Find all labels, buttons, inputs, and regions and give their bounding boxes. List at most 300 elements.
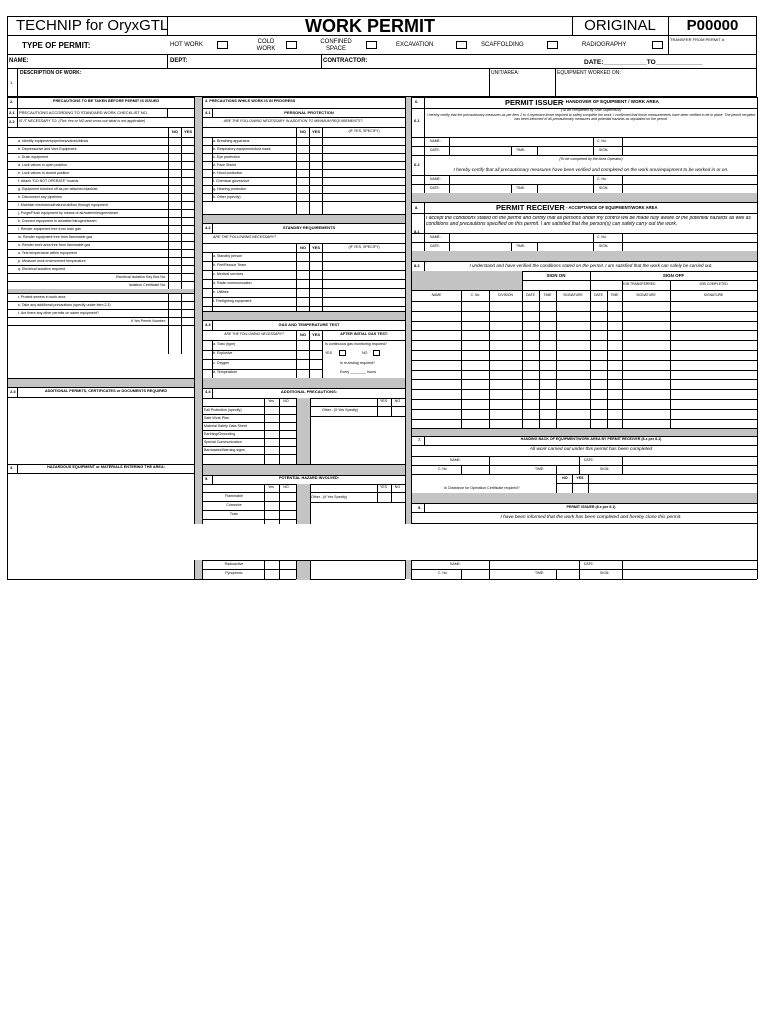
rule [264,560,265,579]
permit-type-label: TYPE OF PERMIT: [22,41,91,50]
operator-certification-text: I hereby certify that all precautionary measures have been verified and completed on the work area/equipment to be worked in or on. [453,167,729,172]
sign-off-header: SIGN OFF [662,273,685,278]
rule [412,242,757,243]
rule [511,184,512,193]
protection-item: a. Breathing apparatus [213,138,250,143]
rule [309,330,310,378]
section-9-number: 9. [418,505,422,510]
rule [8,209,194,210]
rule [203,446,296,447]
rule [203,145,405,146]
operator-cno-label: C. No: [597,177,607,181]
rule [8,153,194,154]
rule [8,325,194,326]
rule [537,184,538,193]
rule [556,465,557,474]
rule [461,465,462,474]
issuer-sign-label: SIGN: [599,148,609,152]
rule [489,560,490,579]
rule [579,456,580,474]
rule [449,233,450,251]
hazard-title: POTENTIAL HAZARD INVOLVED: [279,476,339,480]
gas-item: b. Explosive [213,351,233,355]
rule [8,317,194,318]
rule [412,175,757,176]
yes-column-header: Yes [268,485,274,489]
rule [8,193,194,194]
shaded-band [412,493,757,503]
permit-number: P00000 [686,17,739,34]
rule [17,387,18,397]
permit-type-checkbox[interactable] [547,41,558,49]
rule [212,252,213,311]
rule [412,330,757,331]
rule [8,293,194,294]
rule [412,523,757,524]
no-column-header: NO [172,129,178,134]
rule [203,569,296,570]
closing-time-label: TIME: [535,571,545,575]
shaded-band [412,193,757,202]
standby-item: d. Radio communication [213,280,252,285]
permit-type-option: RADIOGRAPHY [582,42,627,48]
rule [203,201,405,202]
protection-item: b. Respiratory equipment/dust mask [213,146,271,151]
continuous-monitoring-question: Is continuous gas monitoring required? [325,342,387,346]
rule [8,233,194,234]
section-5-number: 5. [205,476,209,481]
permit-type-checkbox[interactable] [366,41,377,49]
hazard-item: Corrosive [226,502,242,507]
rule [203,233,405,234]
no-label: NO [362,351,368,355]
closing-issuer-title: PERMIT ISSUER (8.x per 9.1) [566,505,616,509]
rule [8,225,194,226]
precaution-item: Safe Work Plan [204,415,229,420]
rule [424,436,425,445]
permit-type-option: WORK [256,46,276,52]
rule [588,474,589,493]
precaution-item: Earthing/Grounding [204,431,236,436]
rule [412,445,757,446]
sign-on-header: SIGN ON [546,273,566,278]
rule [424,202,425,251]
rule [203,193,405,194]
receiver-time-label: TIME: [516,244,526,248]
rule [8,387,194,388]
every-hours-label: Every ________ hours [340,370,377,374]
standby-item: c. Medical services [213,271,244,276]
date-label: DATE:____________TO_____________ [584,59,703,66]
shaded-band [296,398,310,464]
permit-type-checkbox[interactable] [286,41,297,49]
rule [296,484,297,524]
rule [296,560,297,579]
permit-type-checkbox[interactable] [652,41,663,49]
gas-question: ARE THE FOLLOWING NECESSARY? [224,332,284,336]
checklist-item: k. Connect equipment to air/water/nitrogen/steam [18,218,97,223]
rule [579,560,580,579]
rule [537,242,538,251]
continuous-no-checkbox[interactable] [373,350,380,356]
rule [203,243,405,244]
receiver-table-column-header: SIGNATURE [563,293,583,297]
receiver-understanding-text: I understand and have verified the conditions stated on the permit. I am satisfied that the work can safely be carried out. [469,263,713,268]
permit-type-row [7,36,757,55]
checklist-item: p. Measure work environment temperature [18,258,86,263]
rule [296,243,297,311]
personal-protection-title: PERSONAL PROTECTION [284,110,334,115]
no-column-header: NO [283,399,289,403]
permit-type-option: EXCAVATION [396,42,434,48]
row-2-2-text: IS IT NECESSARY TO: (Tick Yes or NO and cross out what is not applicable) [19,119,146,123]
section-4-3-number: 4.3 [205,322,211,327]
receiver-sign-label: SIGN: [599,244,609,248]
rule [412,202,757,203]
rule [310,398,311,464]
permit-type-checkbox[interactable] [456,41,467,49]
receiver-table-column-header: TIME [610,293,619,297]
receiver-cno-label: C. No: [597,235,607,239]
name-label: NAME: [9,58,29,64]
handback-cno-label: C. No [438,467,447,471]
rule [8,127,194,128]
rule [8,378,194,379]
rule [412,233,757,234]
rule [461,569,462,579]
rule [203,161,405,162]
standby-item: a. Standby person [213,253,243,258]
rule [391,484,392,502]
isolation-key-label: Electrical Isolation Key Box No: [116,274,166,279]
rule [556,569,557,579]
permit-type-option: HOT WORK [170,42,203,48]
rule [203,252,405,253]
gas-test-title: GAS AND TEMPERATURE TEST [278,322,340,327]
permit-issuer-title: PERMIT ISSUER [505,98,564,107]
rule [279,560,280,579]
permit-type-option: CONFINED [320,39,352,45]
rule [8,177,194,178]
rule [310,502,405,503]
rule [167,108,168,118]
no-column-header: NO [394,485,401,489]
job-transferred-header: JOB TRANSFERRED [622,282,656,286]
checklist-item: b. Depressurise and Vent Equipment [18,146,77,151]
isolation-cert-label: Isolation Certificate No: [128,282,166,287]
rule [203,414,296,415]
rule [203,340,405,341]
no-column-header: NO [300,332,306,337]
shaded-band [296,560,310,580]
rule [203,306,405,307]
yes-column-header: YES [379,485,388,489]
permit-receiver-title: PERMIT RECEIVER [496,203,565,212]
rule [203,438,296,439]
rule [203,177,405,178]
rule [622,280,623,428]
operator-sign-label: SIGN: [599,186,609,190]
rule [310,560,311,579]
rule [203,330,405,331]
shaded-band [203,214,405,223]
standby-item: e. Utilities [213,289,229,294]
section-6-2-number: 6.2 [414,162,420,167]
precaution-item: Fall Protection (specify) [204,407,242,412]
section-6-number: 6. [415,99,419,104]
hazard-item: Radioactive [224,561,244,566]
rule [203,153,405,154]
rule [449,137,450,155]
rule [412,360,757,361]
work-completed-statement: All work carried out under this permit has been completed [529,447,653,452]
rule [212,475,213,484]
yes-label: YES [325,351,333,355]
permit-type-option: SCAFFOLDING [481,42,524,48]
rule [310,416,405,417]
receiver-table-column-header: DATE [526,293,535,297]
rule [17,464,18,473]
rule [203,261,405,262]
protection-item: e. Hood protection [213,170,243,175]
rule [8,217,194,218]
rule [537,146,538,155]
protection-item: h. Other (specify) [213,194,241,199]
completed-by-shift-supervisor: (To be completed by Shift Supervisor) [561,108,621,112]
rule [412,321,757,322]
rule [8,281,194,282]
checklist-item: l. Render equipment free from toxic gas [18,226,81,231]
section-1-number: 1. [10,80,14,85]
handback-title: HANDING BACK OF EQUIPMENT/WORK AREA BY PERMIT RECEIVER (8.x per 8.1) [520,437,662,441]
rule [670,280,671,428]
rule [8,169,194,170]
dept-label: DEPT: [170,58,188,64]
rule [203,108,405,109]
rule [212,388,213,398]
row-2-1-text: PRECAUTIONS ACCORDING TO STANDARD WORK CHECKLIST NO. [19,110,148,115]
hazard-item: Pyrophoric [225,571,243,575]
section-4-1-number: 4.1 [205,110,211,115]
additional-precautions-title: ADDITIONAL PRECAUTIONS: [280,389,338,394]
rule [203,279,405,280]
rule [412,370,757,371]
description-row [7,69,757,97]
section-2-title: PRECAUTIONS TO BE TAKEN BEFORE PERMIT IS ISSUED [52,99,160,103]
rule [296,330,297,378]
rule [377,398,378,416]
rule [203,223,405,224]
receiver-table-column-header: SIGNATURE [703,293,724,297]
personal-protection-question: ARE THE FOLLOWING NECESSARY IN ADDITION TO MINIMUM REQUIREMENTS? [223,119,363,123]
closing-name-label: NAME: [450,562,461,566]
section-4-2-number: 4.2 [205,225,211,230]
section-2-3-number: 2.3 [10,389,16,394]
standby-question: ARE THE FOLLOWING NECESSARY? [213,235,277,239]
continuous-yes-checkbox[interactable] [339,350,346,356]
contractor-label: CONTRACTOR: [323,58,368,64]
rule [622,560,623,579]
receiver-table-column-header: DATE [594,293,603,297]
rule [296,398,297,464]
section-3-title: HAZARDOUS EQUIPMENT or MATERIALS ENTERING THE AREA: [47,465,165,469]
rule [593,175,594,193]
issuer-cno-label: C. No: [597,139,607,143]
shaded-band [412,428,757,436]
standby-item: b. Fire/Rescue Team [213,262,247,267]
rule [412,184,757,185]
precaution-item: Material Safety Data Sheet [204,423,247,428]
rule [449,175,450,193]
issuer-date-label: DATE: [430,148,440,152]
operator-time-label: TIME: [516,186,526,190]
issuer-time-label: TIME: [516,148,526,152]
rule [203,579,296,580]
rule [203,454,296,455]
checklist-item: e. Lock valves in closed position [18,170,70,175]
rule [203,185,405,186]
closing-cno-label: C. No: [438,571,448,575]
receiver-table-column-header: NAME [431,293,442,297]
rule [212,137,213,201]
rule [203,519,296,520]
shaded-band [296,484,310,524]
rule [8,309,194,310]
checklist-item: a. Identify equipment/pipelines/valves/blinds [18,138,89,143]
rule [203,464,405,465]
rule [412,512,757,513]
rule [412,301,757,302]
receiver-table-column-header: SIGNATURE [636,293,656,297]
rule [391,398,392,416]
checklist-item: d. Lock valves in open position [18,162,67,167]
yes-column-header: YES [311,332,320,337]
rule [8,161,194,162]
permit-type-option: SPACE [326,46,346,52]
gas-item: a. Toxic (type) [213,341,236,346]
rule [8,145,194,146]
other-specify-label: Other - (If Yes Specify) [311,495,348,499]
shaded-band [203,464,405,475]
clearance-no-header: NO [562,476,568,480]
precaution-item: Barricades/Warning signs [204,447,245,452]
rule [203,311,405,312]
no-column-header: NO [283,485,289,489]
rule [412,137,757,138]
protection-item: g. Hearing protection [213,186,247,191]
no-column-header: NO [300,245,306,250]
section-2-3-title: ADDITIONAL PERMITS, CERTIFICATES or DOCUMENTS REQUIRED [44,389,168,393]
checklist-item: t. Are there any other permits on same equipment? [18,310,99,315]
standby-item: f. Firefighting equipment [213,298,252,303]
rule [203,214,405,215]
checklist-item: c. Drain equipment [18,154,49,159]
rule [212,223,213,233]
handback-sign-label: SIGN: [600,467,610,471]
issuer-name-label: NAME: [430,139,441,143]
if-yes-specify: (IF YES, SPECIFY) [348,129,380,133]
hazard-item: Flammable [225,493,243,498]
rule [412,456,757,457]
receiver-table-column-header: TIME [543,293,552,297]
shaded-band [203,378,405,388]
rule [556,483,757,484]
yes-column-header: YES [311,245,320,250]
gas-item: d. Temperature [213,370,238,374]
rule [203,320,405,321]
rule [8,249,194,250]
rule [203,169,405,170]
rule [412,389,757,390]
rule [412,428,757,429]
rule [310,484,311,524]
rule [203,117,405,118]
section-3-number: 3. [10,465,14,470]
row-2-2-number: 2.2 [9,119,15,124]
transfer-label: TRANSFER FROM PERMIT #: [670,37,726,42]
rule [412,340,757,341]
rule [522,280,757,281]
form-title: WORK PERMIT [305,16,435,36]
protection-item: f. Chemical gloves/suit [213,178,249,183]
rule [424,503,425,512]
checklist-item: f. Attach "DO NOT OPERATE" boards [18,178,79,183]
rule [203,288,405,289]
checklist-item: j. Purge/Flush equipment by means of air/water/nitrogen/steam [18,210,119,215]
section-8-2-number: 8.2 [414,263,420,268]
permit-close-statement: I have been informed that the work has been completed and hereby close this permit. [500,515,682,520]
rule [8,137,194,138]
rule [511,242,512,251]
job-completed-header: JOB COMPLETED [699,282,728,286]
rule [412,474,757,475]
rule [203,359,323,360]
no-column-header: NO [300,129,306,134]
rule [412,465,757,466]
rule [309,243,310,311]
copy-label: ORIGINAL [584,17,656,34]
section-2-number: 2. [10,99,14,104]
rule [412,379,757,380]
yes-column-header: YES [183,129,192,134]
rule [212,320,213,330]
rule [322,243,323,311]
rule [511,146,512,155]
rule [8,265,194,266]
rule [203,270,405,271]
rule [489,456,490,474]
yes-column-header: YES [379,399,388,403]
rule [412,311,757,312]
handback-name-label: NAME: [450,458,461,462]
section-7-number: 7. [418,437,422,442]
rule [8,257,194,258]
hazard-item: Toxic [229,511,239,516]
operator-name-label: NAME: [430,177,441,181]
rule [279,484,280,524]
rule [412,146,757,147]
permit-type-checkbox[interactable] [217,41,228,49]
protection-item: c. Eye protection [213,154,240,159]
section-6-1-number: 6.1 [414,118,420,123]
section-8-1-number: 8.1 [414,229,420,234]
rule [412,399,757,400]
no-column-header: NO [394,399,401,403]
rule [8,473,194,474]
rule [593,137,594,155]
checklist-item: o. Test temperature within equipment [18,250,77,255]
permit-number-label: If Yes Permit Number: [131,318,166,323]
